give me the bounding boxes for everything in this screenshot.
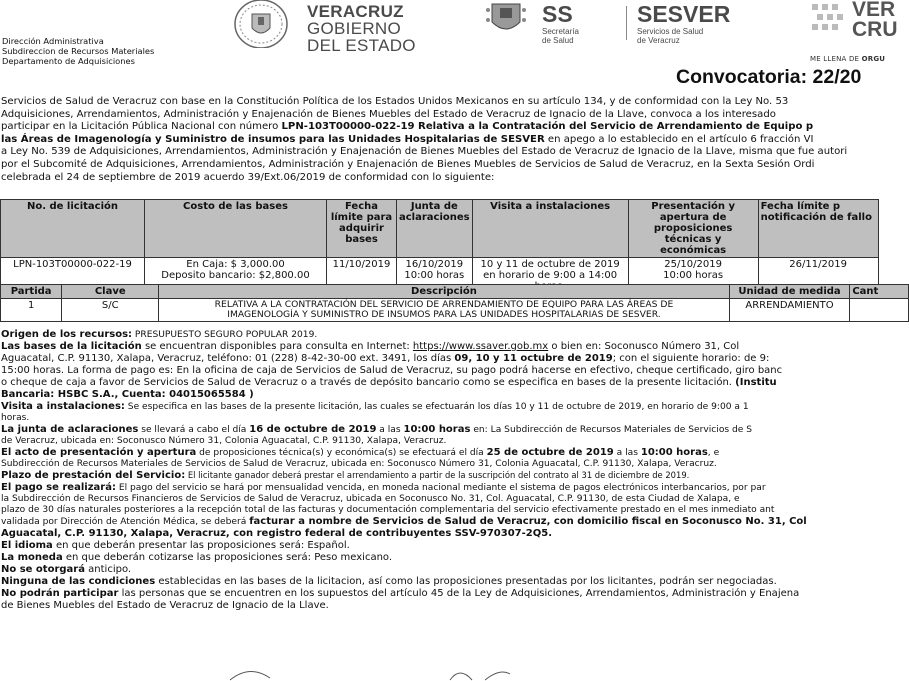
origen-text: PRESUPUESTO SEGURO POPULAR 2019.	[132, 330, 318, 340]
cell-numero: LPN-103T00000-022-19	[1, 258, 145, 294]
col-header-descripcion: Descripción	[159, 285, 729, 299]
acto-t3: , e	[707, 447, 720, 458]
acto-line-1	[1, 447, 909, 459]
cell-fallo: 26/11/2019	[758, 258, 878, 294]
nopodran-line-2: de Bienes Muebles del Estado de Veracruz de Ignacio de la Llave.	[1, 599, 329, 611]
cell-cantidad	[850, 299, 909, 322]
ninguna-line	[1, 576, 909, 588]
anticipo-text: anticipo.	[84, 563, 132, 575]
bases-line-5	[1, 389, 909, 401]
intro-line: Servicios de Salud de Veracruz con base en la Constitución Política de los Estados Unidos Mexicanos en su artículo 134, y de conformidad con la Ley No. 53	[1, 96, 789, 107]
pago-l1: El pago del servicio se hará por mensualidad vencida, en moneda nacional mediante el sistema de pagos electrónicos interbancarios, por par	[115, 482, 766, 493]
orgullo-emblem-logo	[808, 0, 850, 38]
nopodran-text: las personas que se encuentren en los supuestos del artículo 45 de la Ley de Adquisiciones, Arrendamientos, Administración y Enajena	[118, 587, 800, 599]
sesver-small-2: de Veracruz	[637, 35, 680, 45]
ss-emblem-logo	[484, 0, 528, 38]
junta-label: La junta de aclaraciones	[1, 423, 139, 435]
visita-line-2: horas.	[1, 413, 30, 423]
dept-line-3: Departamento de Adquisiciones	[2, 55, 135, 66]
moneda-text: en que deberán cotizarse las proposiciones será: Peso mexicano.	[62, 551, 393, 563]
junta-hora: 10:00 horas	[404, 270, 465, 281]
tagline	[810, 55, 885, 64]
desc-line: IMAGENOLOGÍA Y SUMINISTRO DE INSUMOS PARA LAS UNIDADES HOSPITALARIAS DE SESVER.	[227, 309, 661, 321]
moneda-line	[1, 552, 909, 564]
ss-small-2: de Salud	[542, 35, 574, 45]
veracruz-cropped-wordmark	[852, 0, 898, 40]
junta-t3: en: La Subdirección de Recursos Materiales de Servicios de S	[470, 424, 753, 435]
col-header-partida: Partida	[1, 285, 62, 299]
bases-l5-bold: Bancaria: HSBC S.A., Cuenta: 04015065584 )	[1, 389, 254, 400]
pago-line-4	[1, 516, 909, 528]
pago-line-2: la Subdirección de Recursos Financieros de Servicios de Salud de Veracruz, ubicada en Soconusco No. 31, Col. Aguacatal, C.P. 91130, de esta Ciudad de Xalapa, e	[1, 493, 740, 504]
pago-l4-bold: facturar a nombre de Servicios de Salud de Veracruz, con domicilio fiscal en Soconusco No. 31, Col	[249, 515, 807, 527]
page-title: Convocatoria: 22/20	[676, 66, 862, 88]
veracruz-wordmark	[307, 3, 416, 54]
pago-l4-pre: validada por Dirección de Atención Médica, se deberá	[1, 516, 250, 527]
table-header-row	[1, 285, 909, 299]
signature-strokes	[210, 662, 510, 681]
department-block	[2, 37, 154, 66]
ninguna-label: Ninguna de las condiciones	[1, 575, 156, 587]
intro-l4-bold: las Áreas de Imagenología y Suministro de insumos para las Unidades Hospitalarias de SESVER	[1, 133, 545, 145]
sesver-wordmark	[637, 3, 730, 46]
acto-hour: 10:00 horas	[640, 446, 708, 458]
bases-line-4	[1, 377, 909, 389]
ss-small-1: Secretaría	[542, 27, 579, 36]
visita-label: Visita a instalaciones:	[1, 401, 125, 412]
cell-fecha-limite: 11/10/2019	[327, 258, 397, 294]
intro-line	[1, 134, 909, 147]
acto-line-2: Subdirección de Recursos Materiales de Servicios de Salud de Veracruz, ubicada en: Soconusco Número 31, Colonia Aguacatal, C.P. 91130, Xalapa, Veracruz.	[1, 458, 717, 469]
pago-line-5	[1, 528, 909, 540]
cru-line-2: CRU	[852, 17, 898, 41]
ss-big: SS	[542, 1, 573, 27]
junta-t2: a las	[376, 424, 404, 435]
sesver-big: SESVER	[637, 1, 731, 27]
junta-line-1	[1, 424, 909, 436]
bases-l4-pre: o cheque de caja a favor de Servicios de Salud de Veracruz o a través de depósito bancario como se especifica en bases de la presente licitación.	[1, 377, 736, 388]
conditions-section	[1, 329, 909, 612]
col-header-fecha-limite: Fecha límite para adquirir bases	[327, 200, 397, 258]
cell-clave: S/C	[62, 299, 159, 322]
col-header-presentacion: Presentación y apertura de proposiciones técnicas y económicas	[628, 200, 758, 258]
header	[0, 0, 909, 88]
bases-l2-bold: 09, 10 y 11 octubre de 2019	[454, 353, 613, 364]
bases-l2-pre: Aguacatal, C.P. 91130, Xalapa, Veracruz, teléfono: 01 (228) 8-42-30-00 ext. 3491, los días	[1, 353, 455, 364]
costo-deposito: Deposito bancario: $2,800.00	[161, 270, 310, 281]
intro-l4-post: en apego a lo establecido en el artículo 6 fracción VI	[544, 133, 814, 145]
col-header-fallo: Fecha límite p notificación de fallo	[758, 200, 878, 258]
intro-l3-bold: LPN-103T00000-022-19 Relativa a la Contratación del Servicio de Arrendamiento de Equipo p	[281, 121, 814, 133]
junta-date: 16 de octubre de 2019	[249, 423, 377, 435]
table-row	[1, 299, 909, 322]
junta-t1: se llevará a cabo el día	[138, 424, 250, 435]
tagline-bold: ORGU	[861, 55, 886, 63]
presentacion-hora: 10:00 horas	[663, 270, 724, 281]
intro-line: a Ley No. 539 de Adquisiciones, Arrendamientos, Administración y Enajenación de Bienes Muebles del Estado de Veracruz de Ignacio de la Llave, misma que fue autori	[1, 146, 848, 158]
acto-t1: de proposiciones técnica(s) y económica(s) se efectuará el día	[196, 447, 487, 458]
sesver-small-1: Servicios de Salud	[637, 27, 704, 36]
cell-unidad: ARRENDAMIENTO	[729, 299, 850, 322]
intro-line: celebrada el 24 de septiembre de 2019 acuerdo 39/Ext.06/2019 de conformidad con lo siguiente:	[1, 171, 495, 183]
pago-label: El pago se realizará:	[1, 481, 116, 493]
tagline-pre: ME LLENA DE	[810, 55, 862, 63]
desc-line: RELATIVA A LA CONTRATACIÓN DEL SERVICIO DE ARRENDAMIENTO DE EQUIPO PARA LAS ÁREAS DE	[214, 299, 674, 310]
col-header-unidad: Unidad de medida	[729, 285, 850, 299]
col-header-junta: Junta de aclaraciones	[397, 200, 473, 258]
schedule-table	[0, 199, 879, 294]
presentacion-fecha: 25/10/2019	[664, 259, 722, 270]
dept-line-1: Dirección Administrativa	[2, 36, 104, 46]
bases-l4-bold: (Institu	[735, 377, 777, 388]
table-header-row	[1, 200, 879, 258]
plazo-label: Plazo de prestación del Servicio:	[1, 469, 186, 481]
bases-label: Las bases de la licitación	[1, 341, 142, 352]
pago-line-3: plazo de 30 días naturales posteriores a la recepción total de las facturas y documentación complementaria del servicio efectivamente prestado en el mes inmediato ant	[1, 504, 775, 515]
idioma-label: El idioma	[1, 539, 53, 551]
bases-text-1: se encuentran disponibles para consulta en Internet:	[141, 341, 413, 352]
acto-t2: a las	[613, 447, 641, 458]
intro-l3-pre: participar en la Licitación Pública Nacional con número	[1, 121, 282, 133]
col-header-numero: No. de licitación	[1, 200, 145, 258]
bases-text-2: o bien en: Soconusco Número 31, Col	[548, 341, 740, 352]
ninguna-text: establecidas en las bases de la licitacion, así como las proposiciones presentadas por los licitantes, podrán ser negociadas.	[155, 575, 777, 587]
acto-label: El acto de presentación y apertura	[1, 446, 197, 458]
cell-descripcion	[159, 299, 729, 322]
cru-line-1: VER	[852, 0, 896, 21]
ss-wordmark	[542, 3, 579, 46]
bases-l2-post: ; con el siguiente horario: de 9:	[612, 353, 770, 364]
items-table	[0, 284, 909, 322]
idioma-line	[1, 540, 909, 552]
intro-paragraph	[1, 96, 909, 184]
bases-link[interactable]: https://www.ssaver.gob.mx	[412, 341, 549, 352]
nopodran-label: No podrán participar	[1, 587, 119, 599]
col-header-clave: Clave	[62, 285, 159, 299]
junta-line-2: de Veracruz, ubicada en: Soconusco Número 31, Colonia Aguacatal, C.P. 91130, Xalapa, Veracruz.	[1, 435, 447, 446]
junta-fecha: 16/10/2019	[405, 259, 464, 270]
del-estado-word: DEL ESTADO	[307, 36, 416, 55]
header-divider	[626, 6, 627, 40]
bases-line-3: 15:00 horas. La forma de pago es: En la oficina de caja de Servicios de Salud de Veracruz, su pago podrá hacerse en efectivo, cheque certificado, giro banc	[1, 365, 783, 376]
idioma-text: en que deberán presentar las proposiciones será: Español.	[52, 539, 350, 551]
moneda-label: La moneda	[1, 551, 63, 563]
plazo-text: El licitante ganador deberá prestar el arrendamiento a partir de la suscripción del contrato al 31 de diciembre de 2019.	[185, 469, 690, 480]
visita-text: Se especifica en las bases de la presente licitación, las cuales se efectuarán los días 10 y 11 de octubre de 2019, en horario de 9:00 a 1	[124, 402, 749, 412]
intro-line	[1, 121, 909, 134]
cell-partida: 1	[1, 299, 62, 322]
col-header-cantidad: Cant	[850, 285, 909, 299]
anticipo-line	[1, 564, 909, 576]
pago-l5-bold: Aguacatal, C.P. 91130, Xalapa, Veracruz, con registro federal de contribuyentes SSV-970307-2Q5.	[1, 527, 552, 539]
visita-line: 10 y 11 de octubre de 2019	[480, 259, 620, 270]
dept-line-2: Subdireccion de Recursos Materiales	[2, 45, 155, 56]
col-header-costo: Costo de las bases	[145, 200, 327, 258]
visita-line: en horario de 9:00 a 14:00	[483, 270, 618, 281]
origen-line	[1, 329, 909, 341]
nopodran-line-1	[1, 588, 909, 600]
anticipo-label: No se otorgará	[1, 563, 85, 575]
costo-caja: En Caja: $ 3,000.00	[186, 259, 285, 270]
bases-line-1	[1, 341, 909, 353]
visita-line-1	[1, 401, 909, 413]
plazo-line	[1, 470, 909, 482]
origen-label: Origen de los recursos:	[1, 329, 133, 340]
col-header-visita: Visita a instalaciones	[472, 200, 628, 258]
junta-hour: 10:00 horas	[403, 423, 471, 435]
acto-date: 25 de octubre de 2019	[486, 446, 614, 458]
intro-line: Adquisiciones, Arrendamientos, Administración y Enajenación de Bienes Muebles del Estado de Veracruz de Ignacio de la Llave, convoca a los interesado	[1, 108, 776, 120]
veracruz-seal-logo	[232, 0, 290, 48]
gobierno-word: GOBIERNO	[307, 19, 402, 38]
veracruz-word: VERACRUZ	[307, 2, 404, 21]
pago-line-1	[1, 482, 909, 494]
intro-line: por el Subcomité de Adquisiciones, Arrendamientos, Administración y Enajenación de Bienes Muebles de Servicios de Salud de Veracruz, en la Sexta Sesión Ordi	[1, 159, 815, 171]
bases-line-2	[1, 353, 909, 365]
